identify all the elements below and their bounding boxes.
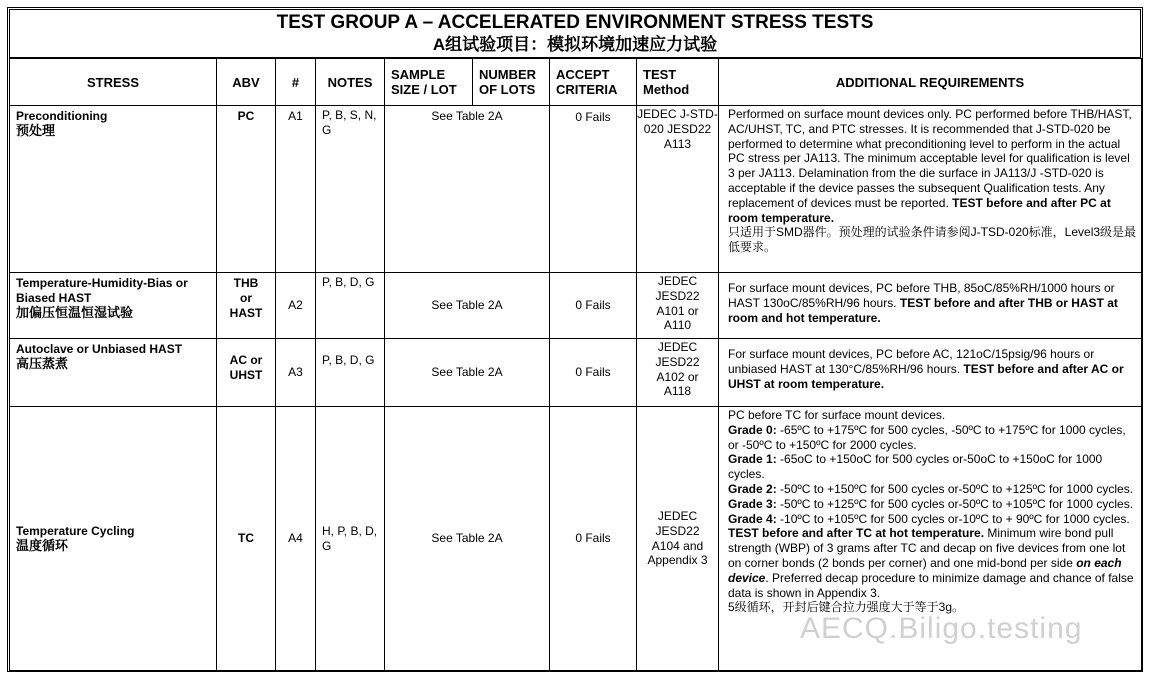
page-title: TEST GROUP A – ACCELERATED ENVIRONMENT STRESS TESTS xyxy=(276,12,874,33)
header-method: TEST Method xyxy=(637,59,719,106)
req-text: Minimum wire bond pull strength (WBP) of 3 grams after TC and decap on five devices from one lot on corner bonds (2 bonds per corner) and one mid-bond per side xyxy=(728,526,1126,570)
stress-name: Preconditioning xyxy=(16,109,108,123)
grade-text: -10ºC to +105ºC for 500 cycles or-10ºC to + 90ºC for 1000 cycles. xyxy=(776,511,1130,526)
stress-cell xyxy=(10,339,217,407)
header-lots: NUMBER OF LOTS xyxy=(473,59,550,106)
grade-label: Grade 4: xyxy=(728,511,777,526)
title-block xyxy=(9,9,1141,58)
accept-cell: 0 Fails xyxy=(550,106,637,273)
req-body xyxy=(728,526,1137,600)
req-intro: PC before TC for surface mount devices. xyxy=(728,408,946,422)
req-cn: 5级循环，开封后键合拉力强度大于等于3g。 xyxy=(728,600,965,615)
req-bold: TEST before and after THB or HAST at room and hot temperature. xyxy=(728,295,1118,325)
accept-cell: 0 Fails xyxy=(550,339,637,407)
stress-test-table xyxy=(9,58,1142,671)
header-sample: SAMPLE SIZE / LOT xyxy=(385,59,473,106)
abv-text: THB or HAST xyxy=(229,276,263,320)
abv-cell: TC xyxy=(217,407,276,671)
notes-cell: P, B, S, N, G xyxy=(316,106,385,273)
method-text: JEDEC JESD22 A104 and Appendix 3 xyxy=(647,508,708,568)
abv-cell xyxy=(217,339,276,407)
header-additional: ADDITIONAL REQUIREMENTS xyxy=(719,59,1142,106)
req-text-2: . Preferred decap procedure to minimize damage and chance of false data is shown in Appendix 3. xyxy=(728,570,1134,600)
header-notes: NOTES xyxy=(316,59,385,106)
header-stress: STRESS xyxy=(10,59,217,106)
req-bold: TEST before and after TC at hot temperature. xyxy=(728,526,985,541)
req-bold: TEST before and after AC or UHST at room temperature. xyxy=(728,361,1124,391)
accept-cell: 0 Fails xyxy=(550,273,637,339)
accept-cell: 0 Fails xyxy=(550,407,637,671)
notes-cell: P, B, D, G xyxy=(316,339,385,407)
abv-text: AC or UHST xyxy=(229,353,263,382)
requirements-cell xyxy=(719,339,1142,407)
sample-cell: See Table 2A xyxy=(385,106,550,273)
req-text: Performed on surface mount devices only. PC performed before THB/HAST, AC/UHST, TC, and PTC stresses. It is recommended that J-STD-020 be performed to determine what preconditioning level to perform in the actual PC stress per JA113. The minimum acceptable level for qualification is level 3 per JA113. Delamination from the die surface in JA113/J -STD-020 is acceptable if the device passes the subsequent Qualification tests. Any replacement of devices must be reported. xyxy=(728,107,1132,210)
grade-text: -50ºC to +125ºC for 500 cycles or-50ºC to +105ºC for 1000 cycles. xyxy=(776,496,1134,511)
grade-label: Grade 0: xyxy=(728,422,777,437)
stress-name: Temperature-Humidity-Bias or Biased HAST xyxy=(16,276,188,305)
requirements-cell xyxy=(719,106,1142,273)
grade-text: -50ºC to +150ºC for 500 cycles or-50ºC to +125ºC for 1000 cycles. xyxy=(776,481,1134,496)
notes-cell: H, P, B, D, G xyxy=(316,407,385,671)
req-cn: 只适用于SMD器件。预处理的试验条件请参阅J-TSD-020标准，Level3级是最低要求。 xyxy=(728,225,1137,255)
header-abv: ABV xyxy=(217,59,276,106)
grade-label: Grade 3: xyxy=(728,496,777,511)
stress-cell xyxy=(10,106,217,273)
stress-cell xyxy=(10,407,217,671)
grade-item xyxy=(728,452,1137,482)
header-accept: ACCEPT CRITERIA xyxy=(550,59,637,106)
grade-text: -65oC to +150oC for 500 cycles or-50oC to +150oC for 1000 cycles. xyxy=(728,452,1103,482)
grade-text: -65ºC to +175ºC for 500 cycles, -50ºC to +175ºC for 1000 cycles, or -50ºC to +150ºC for 2000 cycles. xyxy=(728,422,1126,452)
grade-item xyxy=(728,512,1137,527)
method-text: JEDEC JESD22 A102 or A118 xyxy=(655,340,700,399)
stress-name-cn: 高压蒸煮 xyxy=(16,355,69,371)
sample-cell: See Table 2A xyxy=(385,273,550,339)
stress-cell xyxy=(10,273,217,339)
sample-cell: See Table 2A xyxy=(385,407,550,671)
grade-item xyxy=(728,497,1137,512)
notes-cell: P, B, D, G xyxy=(316,273,385,339)
req-bold-italic: on each device xyxy=(728,555,1122,585)
grade-item xyxy=(728,482,1137,497)
page-title-cn: A组试验项目：模拟环境加速应力试验 xyxy=(432,35,718,54)
req-bold: TEST before and after PC at room temperature. xyxy=(728,195,1111,225)
req-text: For surface mount devices, PC before AC, 121oC/15psig/96 hours or unbiased HAST at 130°C/85%RH/96 hours. xyxy=(728,347,1095,376)
grade-item xyxy=(728,423,1137,453)
num-cell: A1 xyxy=(276,106,316,273)
abv-cell xyxy=(217,273,276,339)
method-cell xyxy=(637,339,719,407)
method-cell xyxy=(637,407,719,671)
abv-cell: PC xyxy=(217,106,276,273)
requirements-cell xyxy=(719,273,1142,339)
table-row-pc xyxy=(10,106,1142,273)
table-row-ac xyxy=(10,339,1142,407)
stress-name: Autoclave or Unbiased HAST xyxy=(16,342,183,356)
num-cell: A2 xyxy=(276,273,316,339)
num-cell: A3 xyxy=(276,339,316,407)
method-text: JEDEC JESD22 A101 or A110 xyxy=(655,274,700,333)
method-cell: JEDEC J-STD-020 JESD22 A113 xyxy=(637,106,719,273)
grade-label: Grade 2: xyxy=(728,481,777,496)
table-row-thb xyxy=(10,273,1142,339)
header-num: # xyxy=(276,59,316,106)
watermark: AECQ.Biligo.testing xyxy=(800,612,1083,645)
stress-name-cn: 温度循环 xyxy=(16,537,69,553)
method-cell xyxy=(637,273,719,339)
num-cell: A4 xyxy=(276,407,316,671)
grade-label: Grade 1: xyxy=(728,452,777,467)
sample-cell: See Table 2A xyxy=(385,339,550,407)
stress-name-cn: 加偏压恒温恒湿试验 xyxy=(16,304,134,320)
stress-name-cn: 预处理 xyxy=(16,122,56,138)
req-text: For surface mount devices, PC before THB, 85oC/85%RH/1000 hours or HAST 130oC/85%RH/96 hours. xyxy=(728,281,1115,310)
stress-name: Temperature Cycling xyxy=(16,523,135,538)
header-row xyxy=(10,59,1142,106)
